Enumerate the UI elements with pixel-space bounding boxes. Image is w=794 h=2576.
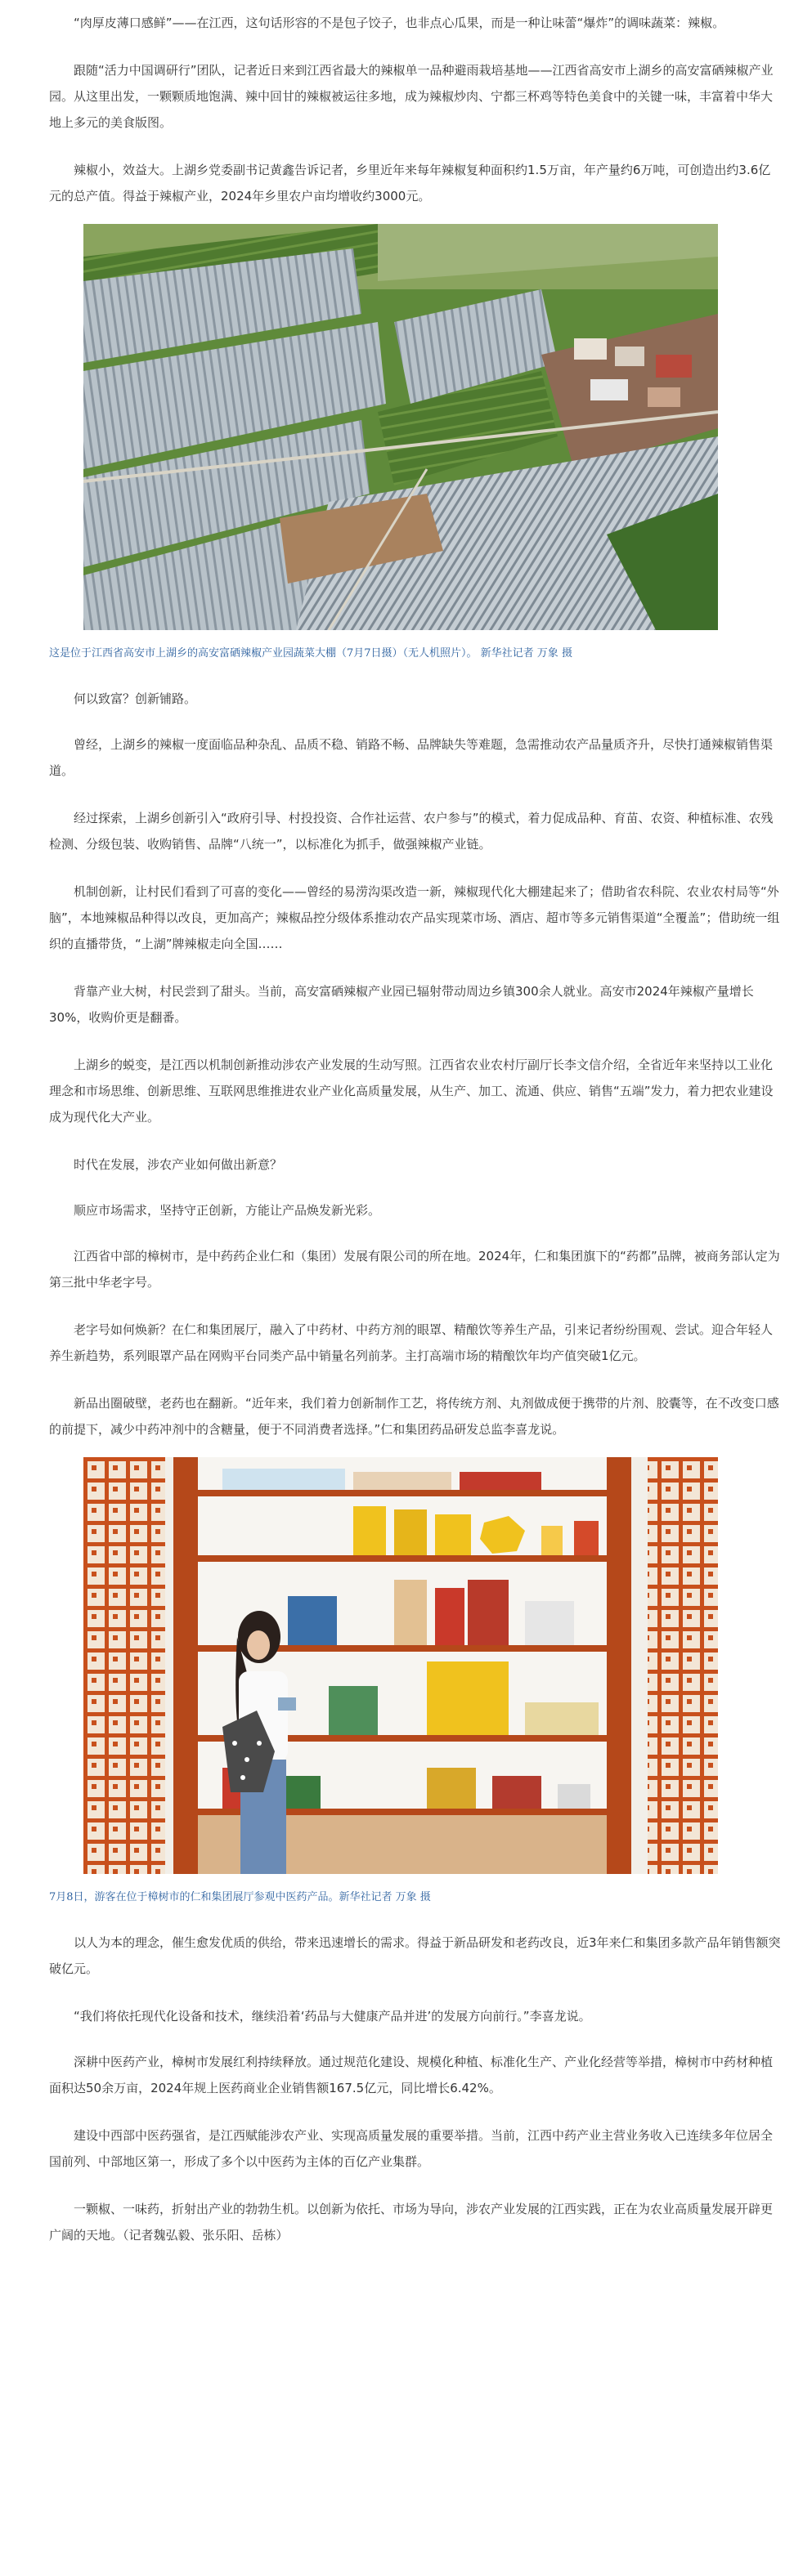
paragraph: “我们将依托现代化设备和技术，继续沿着‘药品与大健康产品并进’的发展方向前行。”李喜龙说。: [74, 2009, 591, 2024]
paragraph: 顺应市场需求，坚持守正创新，方能让产品焕发新光彩。: [74, 1203, 381, 1218]
paragraph: 建设中西部中医药强省，是江西赋能涉农产业、实现高质量发展的重要举措。当前，江西中药产业主营业务收入已连续多年位居全国前列、中部地区第一，形成了多个以中医药为主体的百亿产业集群。: [49, 2128, 774, 2169]
paragraph: 新品出圈破壁，老药也在翻新。“近年来，我们着力创新制作工艺，将传统方剂、丸剂做成便于携带的片剂、胶囊等，在不改变口感的前提下，减少中药冲剂中的含糖量，便于不同消费者选择。”仁和集团药品研发总监李喜龙说。: [49, 1396, 779, 1437]
paragraph: 何以致富？创新铺路。: [74, 691, 197, 706]
photo-caption: 这是位于江西省高安市上湖乡的高安富硒辣椒产业园蔬菜大棚（7月7日摄）（无人机照片）。 新华社记者 万象 摄: [49, 647, 572, 660]
exhibition-hall-photo: [83, 1457, 718, 1874]
paragraph: 曾经，上湖乡的辣椒一度面临品种杂乱、品质不稳、销路不畅、品牌缺失等难题，急需推动农产品量质齐升，尽快打通辣椒销售渠道。: [49, 737, 774, 778]
paragraph: “肉厚皮薄口感鲜”——在江西，这句话形容的不是包子饺子，也非点心瓜果，而是一种让味蕾“爆炸”的调味蔬菜：辣椒。: [74, 16, 725, 30]
paragraph: 上湖乡的蜕变，是江西以机制创新推动涉农产业发展的生动写照。江西省农业农村厅副厅长李文信介绍，全省近年来坚持以工业化理念和市场思维、创新思维、互联网思维推进农业产业化高质量发展，从生产、加工、流通、供应、销售“五端”发力，着力把农业建设成为现代化大产业。: [49, 1058, 774, 1125]
paragraph: 老字号如何焕新？在仁和集团展厅，融入了中药材、中药方剂的眼罩、精酿饮等养生产品，引来记者纷纷围观、尝试。迎合年轻人养生新趋势，系列眼罩产品在网购平台同类产品中销量名列前茅。主打高端市场的精酿饮年均产值突破1亿元。: [49, 1322, 774, 1363]
paragraph: 辣椒小，效益大。上湖乡党委副书记黄鑫告诉记者，乡里近年来每年辣椒复种面积约1.5万亩，年产量约6万吨，可创造出约3.6亿元的总产值。得益于辣椒产业，2024年乡里农户亩均增收约3000元。: [49, 163, 771, 203]
paragraph: 背靠产业大树，村民尝到了甜头。当前，高安富硒辣椒产业园已辐射带动周边乡镇300余人就业。高安市2024年辣椒产量增长30%，收购价更是翻番。: [49, 984, 754, 1025]
greenhouse-aerial-image: [83, 224, 718, 630]
paragraph: 经过探索，上湖乡创新引入“政府引导、村投投资、合作社运营、农户参与”的模式，着力促成品种、育苗、农资、种植标准、农残检测、分级包装、收购销售、品牌“八统一”，以标准化为抓手，做强辣椒产业链。: [49, 811, 774, 852]
paragraph: 机制创新，让村民们看到了可喜的变化——曾经的易涝沟渠改造一新，辣椒现代化大棚建起来了；借助省农科院、农业农村局等“外脑”，本地辣椒品种得以改良，更加高产；辣椒品控分级体系推动农产品实现菜市场、酒店、超市等多元销售渠道“全覆盖”；借助统一组织的直播带货，“上湖”牌辣椒走向全国……: [49, 884, 780, 951]
paragraph: 一颗椒、一味药，折射出产业的勃勃生机。以创新为依托、市场为导向，涉农产业发展的江西实践，正在为农业高质量发展开辟更广阔的天地。（记者魏弘毅、张乐阳、岳栋）: [49, 2202, 774, 2243]
paragraph: 江西省中部的樟树市，是中药药企业仁和（集团）发展有限公司的所在地。2024年，仁和集团旗下的“药都”品牌，被商务部认定为第三批中华老字号。: [49, 1249, 780, 1290]
exhibition-hall-image: [83, 1457, 718, 1874]
paragraph: 以人为本的理念，催生愈发优质的供给，带来迅速增长的需求。得益于新品研发和老药改良，近3年来仁和集团多款产品年销售额突破亿元。: [49, 1935, 781, 1976]
paragraph: 跟随“活力中国调研行”团队，记者近日来到江西省最大的辣椒单一品种避雨栽培基地——江西省高安市上湖乡的高安富硒辣椒产业园。从这里出发，一颗颗质地饱满、辣中回甘的辣椒被运往多地，成为辣椒炒肉、宁都三杯鸡等特色美食中的关键一味，丰富着中华大地上多元的美食版图。: [49, 63, 774, 130]
paragraph: 深耕中医药产业，樟树市发展红利持续释放。通过规范化建设、规模化种植、标准化生产、产业化经营等举措，樟树市中药材种植面积达50余万亩，2024年规上医药商业企业销售额167.5亿元，同比增长6.42%。: [49, 2055, 774, 2095]
photo-caption: 7月8日，游客在位于樟树市的仁和集团展厅参观中医药产品。新华社记者 万象 摄: [49, 1891, 431, 1903]
greenhouse-aerial-photo: [83, 224, 718, 630]
paragraph: 时代在发展，涉农产业如何做出新意？: [74, 1157, 283, 1172]
